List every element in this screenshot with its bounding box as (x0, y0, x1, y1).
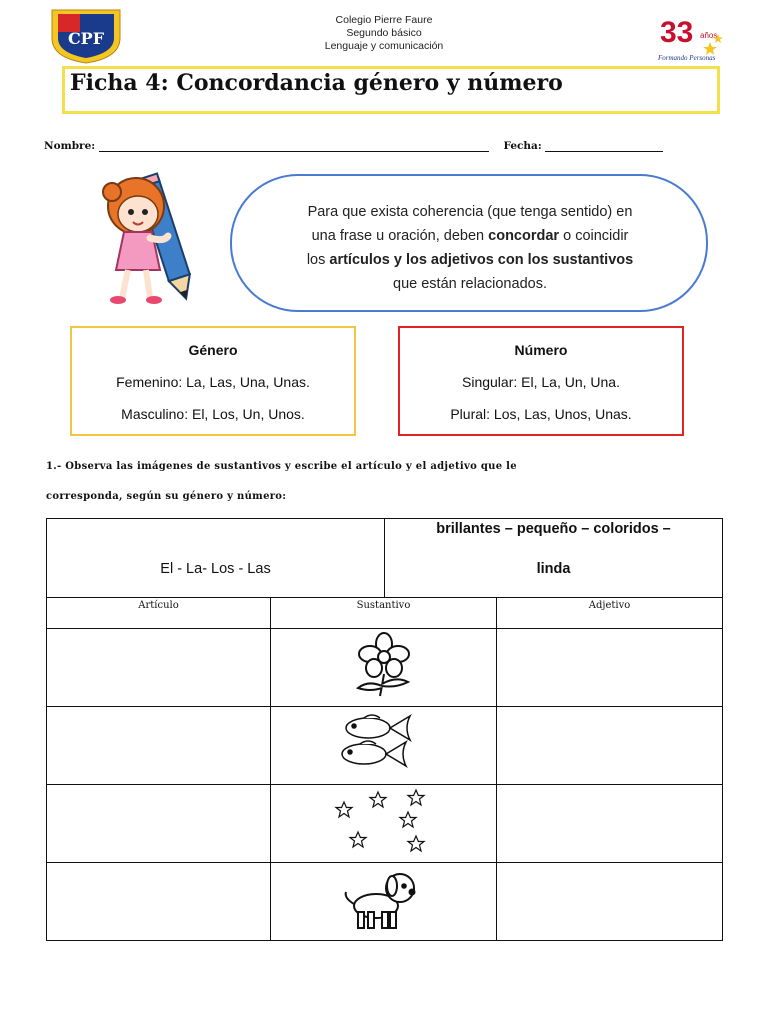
adjective-answer-cell-1[interactable] (497, 629, 723, 707)
numero-title: Número (514, 342, 568, 358)
noun-image-cell-4 (271, 863, 497, 941)
school-shield-logo (50, 8, 122, 64)
adjective-answer-cell-2[interactable] (497, 707, 723, 785)
subject: Lenguaje y comunicación (324, 40, 444, 52)
anniversary-motto: Formando Personas (658, 54, 716, 62)
article-answer-cell-1[interactable] (47, 629, 271, 707)
articles-bank-cell (47, 519, 385, 598)
adjectives-bank-line-1: brillantes – pequeño – coloridos – (436, 521, 671, 537)
girl-with-pencil-illustration (96, 170, 222, 310)
adjectives-bank-line-2: linda (536, 561, 571, 577)
singular-line: Singular: El, La, Un, Una. (462, 374, 620, 390)
femenino-line: Femenino: La, Las, Una, Unas. (116, 374, 310, 390)
adjectives-bank-cell (385, 519, 723, 598)
exercise-instructions (46, 452, 726, 512)
articles-bank: El - La- Los - Las (160, 561, 271, 577)
masculino-line: Masculino: El, Los, Un, Unos. (121, 406, 305, 422)
article-answer-cell-2[interactable] (47, 707, 271, 785)
instructions-line-1: 1.- Observa las imágenes de sustantivos y escribe el artículo y el adjetivo que le (46, 461, 517, 472)
explanation-line-3: los artículos y los adjetivos con los sustantivos (306, 252, 634, 268)
anniversary-logo (652, 8, 724, 64)
anniversary-word: años (700, 31, 718, 40)
exercise-table (46, 518, 723, 941)
numero-box (398, 326, 684, 436)
stars-icon (324, 786, 444, 856)
article-answer-cell-3[interactable] (47, 785, 271, 863)
fish-icon (324, 710, 444, 776)
header-sustantivo: Sustantivo (271, 598, 497, 629)
instructions-line-2: corresponda, según su género y número: (46, 491, 287, 502)
grade: Segundo básico (346, 27, 422, 39)
genero-title: Género (188, 342, 238, 358)
article-answer-cell-4[interactable] (47, 863, 271, 941)
date-label: Fecha: (503, 140, 542, 152)
header-articulo: Artículo (47, 598, 271, 629)
noun-image-cell-1 (271, 629, 497, 707)
name-label: Nombre: (44, 140, 96, 152)
plural-line: Plural: Los, Las, Unos, Unas. (450, 406, 632, 422)
genero-box (70, 326, 356, 436)
explanation-line-4: que están relacionados. (393, 276, 547, 292)
anniversary-number: 33 (660, 16, 694, 49)
explanation-line-2: una frase u oración, deben concordar o coincidir (311, 228, 629, 244)
explanation-line-1: Para que exista coherencia (que tenga sentido) en (307, 204, 633, 220)
date-line[interactable] (545, 141, 663, 152)
noun-image-cell-2 (271, 707, 497, 785)
flower-icon (344, 630, 424, 700)
school-name: Colegio Pierre Faure (335, 14, 433, 26)
page-title: Ficha 4: Concordancia género y número (70, 70, 563, 96)
noun-image-cell-3 (271, 785, 497, 863)
logo-letters: CPF (67, 29, 105, 48)
dog-icon (334, 864, 434, 934)
adjective-answer-cell-4[interactable] (497, 863, 723, 941)
explanation-text (250, 200, 690, 296)
name-date-row (44, 140, 663, 152)
name-line[interactable] (99, 141, 489, 152)
adjective-answer-cell-3[interactable] (497, 785, 723, 863)
header-adjetivo: Adjetivo (497, 598, 723, 629)
